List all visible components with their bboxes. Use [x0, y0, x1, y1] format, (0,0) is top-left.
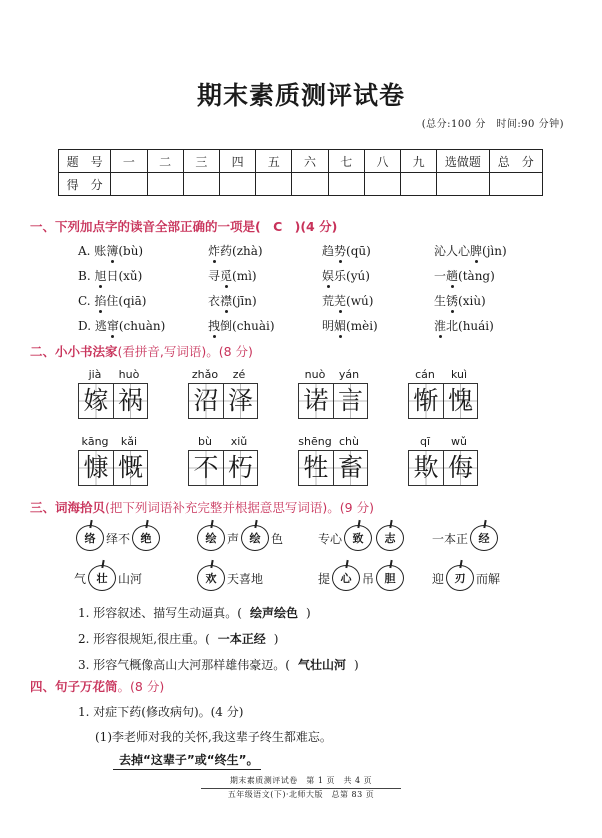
option-text: (xiù) — [458, 294, 486, 308]
dotted-char: 拽 — [208, 319, 221, 333]
character-box: 沼 — [189, 384, 223, 418]
word-cell — [408, 435, 478, 487]
score-blank-cell — [401, 173, 437, 196]
idiom-text: 迎 — [432, 571, 445, 586]
character-box: 牲 — [299, 451, 333, 485]
idiom — [432, 525, 500, 551]
score-blank-cell — [219, 173, 255, 196]
option-text: (bù) — [118, 244, 144, 258]
score-header-cell: 选做题 — [437, 150, 489, 173]
score-header-cell: 题 号 — [59, 150, 111, 173]
option-text: (qū) — [346, 244, 371, 258]
word-cell — [188, 435, 258, 487]
option-text: 乐(yú) — [334, 269, 370, 283]
question-end: ) — [273, 632, 279, 646]
idiom-text: 山河 — [118, 571, 143, 586]
option-item — [434, 267, 495, 284]
footer-page: 期末素质测评试卷 第 1 页 共 4 页 — [229, 776, 373, 785]
option-item — [78, 317, 165, 334]
apple-answer: 络 — [76, 525, 104, 551]
pinyin-syllable: yán — [338, 368, 360, 381]
idiom — [74, 525, 162, 551]
option-text: 明 — [322, 319, 335, 333]
section-3-heading: 三、词海拾贝(把下列词语补充完整并根据意思写词语)。(9 分) — [30, 500, 374, 515]
option-text: 药(zhà) — [220, 244, 263, 258]
option-text: 沁人心 — [434, 244, 471, 258]
score-header-row — [59, 150, 543, 173]
option-item — [322, 292, 373, 309]
character-boxes — [78, 383, 148, 419]
character-boxes — [298, 383, 368, 419]
option-item — [208, 317, 275, 334]
pinyin-syllable: cán — [415, 368, 435, 381]
option-text: 住(qiā) — [106, 294, 147, 308]
dotted-char: 旭 — [94, 269, 107, 283]
option-item — [78, 267, 142, 284]
option-text: 日(xǔ) — [106, 269, 143, 283]
question-answer: 一本正经 — [217, 632, 266, 646]
character-box: 慷 — [79, 451, 113, 485]
idiom-text: 吊 — [362, 571, 375, 586]
score-header-cell: 三 — [183, 150, 219, 173]
score-header-cell: 七 — [328, 150, 364, 173]
question-text: 2. 形容很规矩,很庄重。( — [78, 632, 210, 646]
apple-answer: 经 — [470, 525, 498, 551]
footer-edition: 五年级语文(下)·北师大版 总第 83 页 — [201, 788, 401, 800]
option-text: (mì) — [232, 269, 257, 283]
score-header-cell: 二 — [147, 150, 183, 173]
option-item — [434, 292, 486, 309]
score-blank-cell — [489, 173, 542, 196]
option-text: 北(huái) — [446, 319, 494, 333]
section-4-answer-1: 去掉“这辈子”或“终生”。 — [113, 751, 261, 770]
section-2-heading: 二、小小书法家(看拼音,写词语)。(8 分) — [30, 344, 253, 359]
character-boxes — [188, 383, 258, 419]
idiom — [318, 565, 406, 591]
pinyin-syllable: wǔ — [451, 435, 467, 448]
option-item — [208, 267, 257, 284]
option-text: 账 — [94, 244, 107, 258]
section-1-answer: C — [273, 219, 283, 234]
question-text: 1. 形容叙述、描写生动逼真。( — [78, 606, 242, 620]
character-boxes — [298, 450, 368, 486]
option-text: 一 — [434, 269, 447, 283]
dotted-char: 襟 — [220, 294, 233, 308]
character-box: 不 — [189, 451, 223, 485]
score-header-cell: 八 — [364, 150, 400, 173]
idiom — [318, 525, 406, 551]
question-end: ) — [305, 606, 311, 620]
idiom — [195, 565, 263, 591]
character-box: 欺 — [409, 451, 443, 485]
character-box: 畜 — [333, 451, 367, 485]
option-text: 生 — [434, 294, 447, 308]
character-box: 朽 — [223, 451, 257, 485]
character-box: 惭 — [409, 384, 443, 418]
option-label: D. — [78, 319, 95, 333]
character-box: 愧 — [443, 384, 477, 418]
idiom-question — [78, 656, 359, 673]
section-1-heading: 一、下列加点字的读音全部正确的一项是( C )(4 分) — [30, 219, 338, 234]
idiom-text: 声 — [227, 531, 240, 546]
apple-answer: 绘 — [197, 525, 225, 551]
score-blank-cell — [256, 173, 292, 196]
option-item — [78, 292, 146, 309]
idiom-text: 色 — [271, 531, 284, 546]
dotted-char: 媚 — [334, 319, 347, 333]
section-4-heading: 四、句子万花筒。(8 分) — [30, 679, 165, 694]
score-blank-cell — [111, 173, 147, 196]
score-blank-cell — [292, 173, 328, 196]
apple-answer: 心 — [332, 565, 360, 591]
idiom-text: 而解 — [476, 571, 501, 586]
question-answer: 气壮山河 — [297, 658, 346, 672]
character-box: 泽 — [223, 384, 257, 418]
idiom — [195, 525, 283, 551]
word-cell — [298, 435, 368, 487]
idiom-question — [78, 630, 278, 647]
option-text: 寻 — [208, 269, 221, 283]
idiom-text: 提 — [318, 571, 331, 586]
pinyin-syllable: kāng — [81, 435, 109, 448]
dotted-char: 娱 — [322, 269, 335, 283]
option-text: 荒 — [322, 294, 335, 308]
pinyin-syllable: chù — [339, 435, 359, 448]
pinyin-syllable: kuì — [450, 368, 468, 381]
option-item — [322, 267, 370, 284]
option-label: B. — [78, 269, 95, 283]
dotted-char: 窜 — [106, 319, 119, 333]
pinyin-syllable: kǎi — [120, 435, 138, 448]
option-text: 趋 — [322, 244, 335, 258]
score-header-cell: 九 — [401, 150, 437, 173]
option-text: 倒(chuài) — [220, 319, 275, 333]
idiom — [74, 565, 142, 591]
score-value-row — [59, 173, 543, 196]
question-answer: 绘声绘色 — [249, 606, 298, 620]
section-4-question-1: 1. 对症下药(修改病句)。(4 分) — [78, 705, 244, 719]
character-box: 言 — [333, 384, 367, 418]
score-header-cell: 一 — [111, 150, 147, 173]
pinyin-syllable: bù — [198, 435, 212, 448]
apple-answer: 致 — [344, 525, 372, 551]
option-text: 衣 — [208, 294, 221, 308]
word-cell — [188, 368, 258, 420]
idiom-text: 专心 — [318, 531, 343, 546]
apple-answer: 欢 — [197, 565, 225, 591]
option-text: (chuàn) — [118, 319, 166, 333]
score-blank-cell — [364, 173, 400, 196]
option-text: (jīn) — [232, 294, 257, 308]
dotted-char: 炸 — [208, 244, 221, 258]
character-boxes — [408, 383, 478, 419]
dotted-char: 锈 — [446, 294, 459, 308]
option-text: (tàng) — [458, 269, 495, 283]
dotted-char: 淮 — [434, 319, 447, 333]
dotted-char: 觅 — [220, 269, 233, 283]
question-end: ) — [353, 658, 359, 672]
score-header-cell: 六 — [292, 150, 328, 173]
idiom — [432, 565, 500, 591]
character-box: 诺 — [299, 384, 333, 418]
option-text: (mèi) — [346, 319, 378, 333]
apple-answer: 绝 — [132, 525, 160, 551]
idiom-text: 气 — [74, 571, 87, 586]
score-header-cell: 四 — [219, 150, 255, 173]
score-table — [58, 149, 543, 196]
apple-answer: 刃 — [446, 565, 474, 591]
page-title: 期末素质测评试卷 — [196, 81, 405, 110]
option-item — [322, 317, 378, 334]
section-4-sentence-1: (1)李老师对我的关怀,我这辈子终生都难忘。 — [95, 730, 332, 744]
character-box: 嫁 — [79, 384, 113, 418]
option-text: 逃 — [94, 319, 107, 333]
option-label: C. — [78, 294, 95, 308]
pinyin-syllable: nuò — [304, 368, 326, 381]
question-text: 3. 形容气概像高山大河那样雄伟豪迈。( — [78, 658, 290, 672]
option-item — [78, 242, 143, 259]
character-box: 祸 — [113, 384, 147, 418]
score-blank-cell — [183, 173, 219, 196]
option-label: A. — [78, 244, 95, 258]
pinyin-syllable: zé — [232, 368, 246, 381]
dotted-char: 趟 — [446, 269, 459, 283]
score-label-cell: 得 分 — [59, 173, 111, 196]
option-item — [322, 242, 371, 259]
pinyin-syllable: xiǔ — [230, 435, 248, 448]
word-cell — [298, 368, 368, 420]
dotted-char: 掐 — [94, 294, 107, 308]
option-text: (wú) — [346, 294, 374, 308]
pinyin-syllable: shēng — [298, 435, 332, 448]
apple-answer: 胆 — [376, 565, 404, 591]
character-boxes — [78, 450, 148, 486]
idiom-text: 一本正 — [432, 531, 469, 546]
score-header-cell: 五 — [256, 150, 292, 173]
score-blank-cell — [328, 173, 364, 196]
dotted-char: 脾 — [470, 244, 483, 258]
option-text: (jìn) — [482, 244, 507, 258]
dotted-char: 芜 — [334, 294, 347, 308]
score-header-cell: 总 分 — [489, 150, 542, 173]
dotted-char: 势 — [334, 244, 347, 258]
idiom-text: 天喜地 — [227, 571, 264, 586]
exam-info: (总分:100 分 时间:90 分钟) — [421, 119, 564, 130]
pinyin-syllable: huò — [118, 368, 140, 381]
pinyin-syllable: zhǎo — [191, 368, 219, 381]
score-blank-cell — [147, 173, 183, 196]
option-item — [434, 317, 494, 334]
pinyin-syllable: qī — [419, 435, 431, 448]
idiom-question — [78, 604, 311, 621]
apple-answer: 壮 — [88, 565, 116, 591]
dotted-char: 簿 — [106, 244, 119, 258]
character-box: 慨 — [113, 451, 147, 485]
character-box: 侮 — [443, 451, 477, 485]
word-cell — [408, 368, 478, 420]
option-item — [208, 242, 263, 259]
option-item — [208, 292, 257, 309]
score-blank-cell — [437, 173, 489, 196]
idiom-text: 绎不 — [106, 531, 131, 546]
word-cell — [78, 368, 148, 420]
apple-answer: 绘 — [241, 525, 269, 551]
apple-answer: 志 — [376, 525, 404, 551]
character-boxes — [188, 450, 258, 486]
character-boxes — [408, 450, 478, 486]
word-cell — [78, 435, 148, 487]
option-item — [434, 242, 507, 259]
pinyin-syllable: jià — [88, 368, 102, 381]
